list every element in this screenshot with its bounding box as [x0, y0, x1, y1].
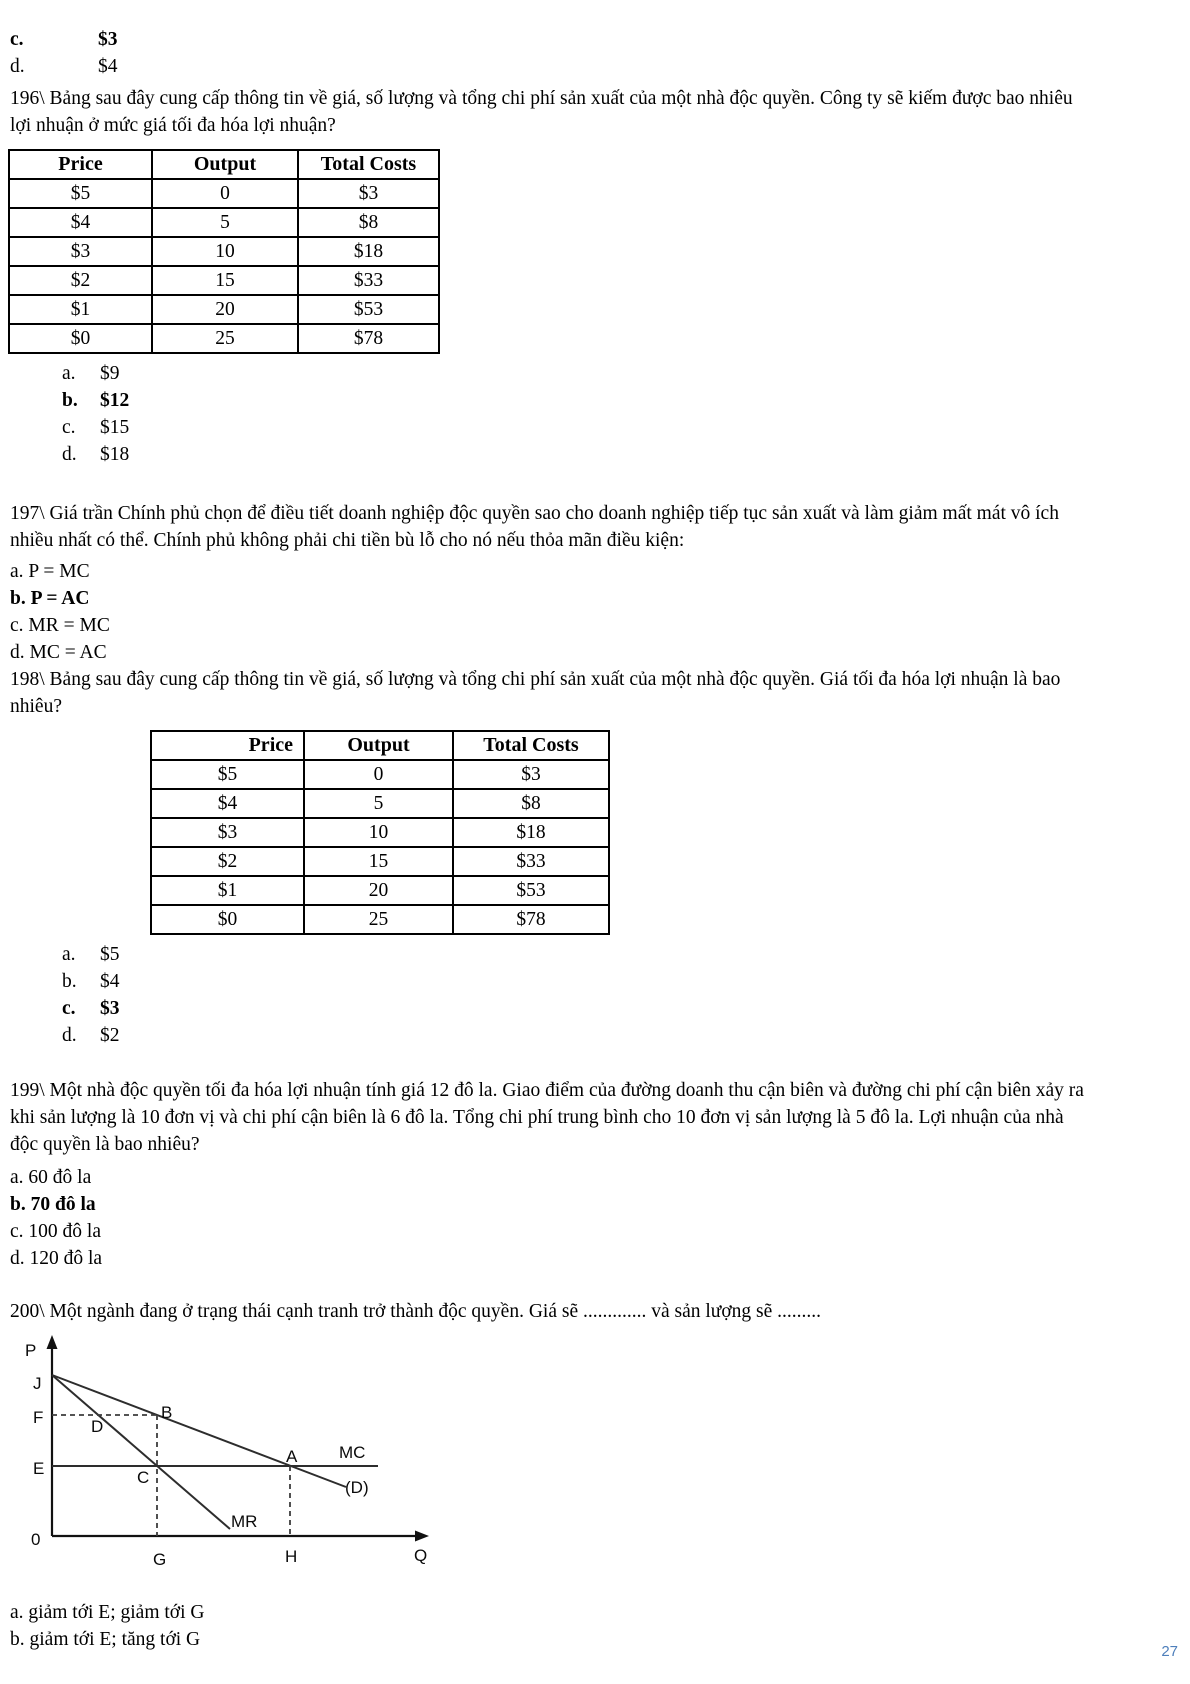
- answer-option: [10, 1164, 1090, 1191]
- answer-option: [10, 26, 1090, 53]
- option-text: $5: [100, 944, 120, 965]
- question-198-table: [150, 730, 610, 935]
- option-text: $9: [100, 363, 120, 384]
- table-cell: $3: [453, 760, 609, 789]
- option-letter: a.: [10, 1167, 24, 1188]
- option-text: P = AC: [30, 588, 90, 609]
- option-text: $3: [100, 998, 120, 1019]
- question-200-options: [10, 1599, 1090, 1653]
- option-letter: b.: [62, 390, 78, 411]
- mr-label: MR: [231, 1512, 258, 1531]
- option-letter: c.: [10, 615, 24, 636]
- option-text: $18: [100, 444, 130, 465]
- option-text: $3: [98, 29, 118, 50]
- option-text: giảm tới E; giảm tới G: [28, 1602, 205, 1623]
- point-B-label: B: [161, 1403, 173, 1422]
- option-letter: d.: [10, 642, 25, 663]
- table-cell: $2: [151, 847, 304, 876]
- question-197-text: 197\ Giá trần Chính phủ chọn để điều tiết doanh nghiệp độc quyền sao cho doanh nghiệp tiếp tục sản xuất và làm giảm mất mát vô ích nhiều nhất có thể. Chính phủ không phải chi tiền bù lỗ cho nó nếu thỏa mãn điều kiện:: [10, 503, 1059, 551]
- table-row: [151, 760, 609, 789]
- table-cell: $5: [9, 179, 152, 208]
- table-cell: $4: [151, 789, 304, 818]
- table-cell: $5: [151, 760, 304, 789]
- table-header-cell: Total Costs: [453, 731, 609, 760]
- table-cell: $33: [453, 847, 609, 876]
- option-letter: a.: [62, 944, 76, 965]
- table-cell: $8: [453, 789, 609, 818]
- table-header-cell: Price: [9, 150, 152, 179]
- option-letter: b.: [62, 971, 77, 992]
- option-text: $4: [100, 971, 120, 992]
- table-row: [9, 237, 439, 266]
- question-197-options: [10, 558, 1090, 666]
- table-cell: $18: [453, 818, 609, 847]
- table-cell: 20: [304, 876, 453, 905]
- answer-option: [10, 941, 1090, 968]
- option-letter: d.: [10, 56, 25, 77]
- table-cell: $53: [298, 295, 439, 324]
- point-E-label: E: [33, 1459, 45, 1478]
- table-cell: $33: [298, 266, 439, 295]
- question-196-options: [10, 360, 1090, 468]
- question-200-text: 200\ Một ngành đang ở trạng thái cạnh tranh trở thành độc quyền. Giá sẽ ............. và sản lượng sẽ .........: [10, 1301, 822, 1322]
- table-cell: 25: [152, 324, 298, 353]
- answer-option: [10, 414, 1090, 441]
- table-cell: 5: [152, 208, 298, 237]
- question-199-options: [10, 1164, 1090, 1272]
- y-axis-arrow-icon: [47, 1335, 58, 1349]
- table-cell: 0: [152, 179, 298, 208]
- option-text: $2: [100, 1025, 120, 1046]
- answer-option: [10, 441, 1090, 468]
- table-header-cell: Output: [304, 731, 453, 760]
- demand-label: (D): [345, 1478, 369, 1497]
- answer-option: [10, 1022, 1090, 1049]
- p-axis-label: P: [25, 1341, 37, 1360]
- option-letter: b.: [10, 1629, 25, 1650]
- table-cell: $4: [9, 208, 152, 237]
- table-cell: $3: [298, 179, 439, 208]
- option-letter: c.: [10, 29, 24, 50]
- table-cell: 5: [304, 789, 453, 818]
- option-letter: d.: [10, 1248, 25, 1269]
- option-text: 120 đô la: [29, 1248, 103, 1269]
- table-row: [9, 208, 439, 237]
- table-cell: 15: [152, 266, 298, 295]
- answer-option: [10, 558, 1090, 585]
- point-D-label: D: [91, 1417, 104, 1436]
- table-cell: $78: [298, 324, 439, 353]
- option-letter: d.: [62, 1025, 77, 1046]
- answer-option: [10, 639, 1090, 666]
- answer-option: [10, 612, 1090, 639]
- table-row: [151, 905, 609, 934]
- option-text: $4: [98, 56, 118, 77]
- table-cell: $3: [151, 818, 304, 847]
- x-axis-arrow-icon: [415, 1531, 429, 1542]
- point-C-label: C: [137, 1468, 150, 1487]
- option-letter: a.: [10, 1602, 24, 1623]
- table-row: [9, 266, 439, 295]
- question-198-text: 198\ Bảng sau đây cung cấp thông tin về giá, số lượng và tổng chi phí sản xuất của một nhà độc quyền. Giá tối đa hóa lợi nhuận là bao nhiêu?: [10, 669, 1061, 717]
- table-cell: 15: [304, 847, 453, 876]
- table-row: [9, 179, 439, 208]
- table-cell: $78: [453, 905, 609, 934]
- table-row: [151, 818, 609, 847]
- table-row: [151, 789, 609, 818]
- page-number: 27: [1161, 1643, 1178, 1660]
- point-H-label: H: [285, 1547, 298, 1566]
- point-G-label: G: [153, 1550, 167, 1569]
- table-cell: $1: [151, 876, 304, 905]
- table-cell: 10: [152, 237, 298, 266]
- answer-option: [10, 995, 1090, 1022]
- option-letter: d.: [62, 444, 77, 465]
- table-cell: $0: [9, 324, 152, 353]
- monopoly-graph: [18, 1333, 448, 1577]
- table-header-cell: Total Costs: [298, 150, 439, 179]
- q-axis-label: Q: [414, 1546, 428, 1565]
- answer-option: [10, 53, 1090, 80]
- option-letter: c.: [62, 998, 76, 1019]
- table-cell: 10: [304, 818, 453, 847]
- option-text: 100 đô la: [28, 1221, 101, 1242]
- option-text: 70 đô la: [30, 1194, 96, 1215]
- option-text: giảm tới E; tăng tới G: [29, 1629, 201, 1650]
- table-header-cell: Output: [152, 150, 298, 179]
- answer-option: [10, 1191, 1090, 1218]
- table-header-cell: Price: [151, 731, 304, 760]
- marginal-revenue-curve: [52, 1375, 230, 1529]
- table-cell: $0: [151, 905, 304, 934]
- answer-option: [10, 1245, 1090, 1272]
- answer-option: [10, 585, 1090, 612]
- table-cell: $2: [9, 266, 152, 295]
- table-row: [151, 876, 609, 905]
- option-text: $15: [100, 417, 130, 438]
- option-letter: b.: [10, 1194, 26, 1215]
- answer-option: [10, 1626, 1090, 1653]
- table-cell: $3: [9, 237, 152, 266]
- table-cell: $1: [9, 295, 152, 324]
- table-row: [9, 324, 439, 353]
- option-letter: a.: [62, 363, 76, 384]
- question-199-text: 199\ Một nhà độc quyền tối đa hóa lợi nhuận tính giá 12 đô la. Giao điểm của đường doanh thu cận biên và đường chi phí cận biên xảy ra khi sản lượng là 10 đơn vị và chi phí cận biên là 6 đô la. Tổng chi phí trung bình cho 10 đơn vị sản lượng là 5 đô la. Lợi nhuận của nhà độc quyền là bao nhiêu?: [10, 1080, 1084, 1155]
- table-row: [151, 847, 609, 876]
- table-cell: 25: [304, 905, 453, 934]
- origin-label: 0: [31, 1530, 41, 1549]
- option-letter: c.: [62, 417, 76, 438]
- point-J-label: J: [33, 1374, 42, 1393]
- table-header-row: [9, 150, 439, 179]
- table-cell: $18: [298, 237, 439, 266]
- table-header-row: [151, 731, 609, 760]
- point-A-label: A: [286, 1447, 298, 1466]
- answer-option: [10, 1218, 1090, 1245]
- option-text: MC = AC: [29, 642, 107, 663]
- option-text: P = MC: [28, 561, 90, 582]
- option-text: MR = MC: [28, 615, 110, 636]
- answer-option: [10, 387, 1090, 414]
- question-196-table: [8, 149, 440, 354]
- answer-option: [10, 1599, 1090, 1626]
- option-text: $12: [100, 390, 130, 411]
- option-letter: c.: [10, 1221, 24, 1242]
- table-cell: $8: [298, 208, 439, 237]
- question-196-text: 196\ Bảng sau đây cung cấp thông tin về giá, số lượng và tổng chi phí sản xuất của một nhà độc quyền. Công ty sẽ kiếm được bao nhiêu lợi nhuận ở mức giá tối đa hóa lợi nhuận?: [10, 88, 1073, 136]
- answer-option: [10, 360, 1090, 387]
- option-letter: b.: [10, 588, 26, 609]
- question-198-options: [10, 941, 1090, 1049]
- table-cell: 0: [304, 760, 453, 789]
- mc-label: MC: [339, 1443, 366, 1462]
- table-cell: $53: [453, 876, 609, 905]
- table-cell: 20: [152, 295, 298, 324]
- point-F-label: F: [33, 1408, 44, 1427]
- option-letter: a.: [10, 561, 24, 582]
- answer-option: [10, 968, 1090, 995]
- option-text: 60 đô la: [28, 1167, 92, 1188]
- table-row: [9, 295, 439, 324]
